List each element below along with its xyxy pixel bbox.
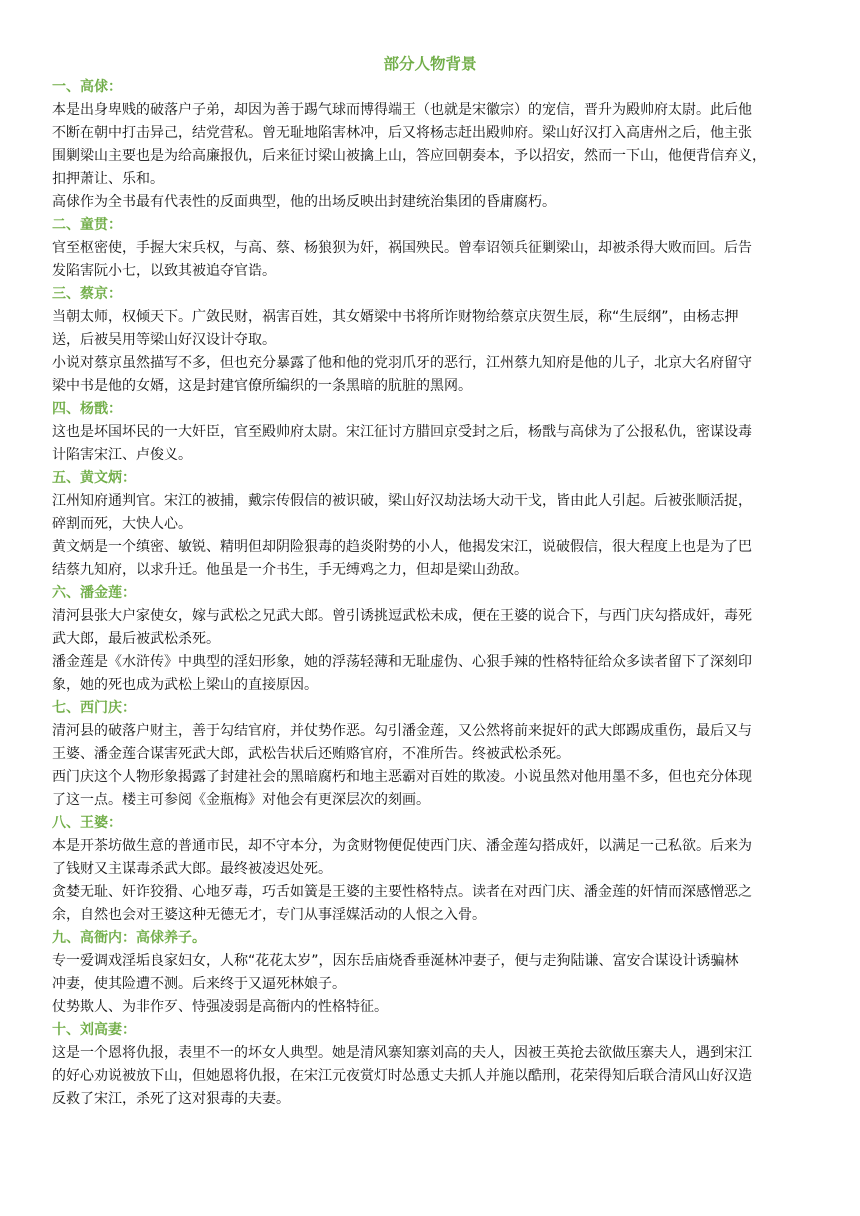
paragraph-line: 余，自然也会对王婆这种无德无才，专门从事淫媒活动的人恨之入骨。 <box>52 907 486 923</box>
paragraph-line: 本是出身卑贱的破落户子弟，却因为善于踢气球而博得端王（也就是宋徽宗）的宠信，晋升为殿帅府太尉。此后他 <box>52 102 752 118</box>
section-heading: 九、高衙内：高俅养子。 <box>52 930 206 946</box>
section-paragraph <box>52 996 812 1019</box>
document-body <box>52 76 812 1111</box>
paragraph-line: 结蔡九知府，以求升迁。他虽是一介书生，手无缚鸡之力，但却是梁山劲敌。 <box>52 562 528 578</box>
section-paragraph <box>52 950 812 996</box>
paragraph-line: 高俅作为全书最有代表性的反面典型，他的出场反映出封建统治集团的昏庸腐朽。 <box>52 194 556 210</box>
section-heading: 七、西门庆： <box>52 700 136 716</box>
section-paragraph <box>52 651 812 697</box>
paragraph-line: 潘金莲是《水浒传》中典型的淫妇形象，她的浮荡轻薄和无耻虚伪、心狠手辣的性格特征给众多读者留下了深刻印 <box>52 654 752 670</box>
paragraph-line: 反救了宋江，杀死了这对狠毒的夫妻。 <box>52 1091 290 1107</box>
paragraph-line: 官至枢密使，手握大宋兵权，与高、蔡、杨狼狈为奸，祸国殃民。曾奉诏领兵征剿梁山，却被杀得大败而回。后告 <box>52 240 752 256</box>
page-title: 部分人物背景 <box>383 55 477 73</box>
section-paragraph <box>52 237 812 283</box>
paragraph-line: 梁中书是他的女婿，这是封建官僚所编织的一条黑暗的肮脏的黑网。 <box>52 378 472 394</box>
section-heading: 十、刘高妻： <box>52 1022 136 1038</box>
section-heading: 二、童贯： <box>52 217 122 233</box>
paragraph-line: 不断在朝中打击异己，结党营私。曾无耻地陷害林冲，后又将杨志赶出殿帅府。梁山好汉打入高唐州之后，他主张 <box>52 125 752 141</box>
paragraph-line: 仗势欺人、为非作歹、恃强凌弱是高衙内的性格特征。 <box>52 999 388 1015</box>
paragraph-line: 这也是坏国坏民的一大奸臣，官至殿帅府太尉。宋江征讨方腊回京受封之后，杨戬与高俅为了公报私仇，密谋设毒 <box>52 424 752 440</box>
paragraph-line: 扣押萧让、乐和。 <box>52 171 164 187</box>
paragraph-line: 江州知府通判官。宋江的被捕，戴宗传假信的被识破，梁山好汉劫法场大动干戈，皆由此人引起。后被张顺活捉， <box>52 493 752 509</box>
section-paragraph <box>52 720 812 766</box>
paragraph-line: 西门庆这个人物形象揭露了封建社会的黑暗腐朽和地主恶霸对百姓的欺凌。小说虽然对他用墨不多，但也充分体现 <box>52 769 752 785</box>
section-paragraph <box>52 766 812 812</box>
paragraph-line: 王婆、潘金莲合谋害死武大郎，武松告状后还贿赂官府，不准所告。终被武松杀死。 <box>52 746 570 762</box>
section-heading: 八、王婆： <box>52 815 122 831</box>
section-heading: 三、蔡京： <box>52 286 122 302</box>
paragraph-line: 当朝太师，权倾天下。广敛民财，祸害百姓，其女婿梁中书将所诈财物给蔡京庆贺生辰，称“生辰纲”，由杨志押 <box>52 309 739 325</box>
paragraph-line: 了钱财又主谋毒杀武大郎。最终被凌迟处死。 <box>52 861 332 877</box>
paragraph-line: 碎割而死，大快人心。 <box>52 516 192 532</box>
section-paragraph <box>52 306 812 352</box>
paragraph-line: 这是一个恩将仇报，表里不一的坏女人典型。她是清风寨知寨刘高的夫人，因被王英抢去欲做压寨夫人，遇到宋江 <box>52 1045 752 1061</box>
section-paragraph <box>52 490 812 536</box>
section-paragraph <box>52 536 812 582</box>
section-paragraph <box>52 352 812 398</box>
paragraph-line: 冲妻，使其险遭不测。后来终于又逼死林娘子。 <box>52 976 346 992</box>
paragraph-line: 清河县的破落户财主，善于勾结官府，并仗势作恶。勾引潘金莲，又公然将前来捉奸的武大郎踢成重伤，最后又与 <box>52 723 752 739</box>
paragraph-line: 送，后被吴用等梁山好汉设计夺取。 <box>52 332 276 348</box>
section-paragraph <box>52 1042 812 1111</box>
paragraph-line: 象，她的死也成为武松上梁山的直接原因。 <box>52 677 318 693</box>
section-paragraph <box>52 191 812 214</box>
section-paragraph <box>52 881 812 927</box>
paragraph-line: 计陷害宋江、卢俊义。 <box>52 447 192 463</box>
section-paragraph <box>52 421 812 467</box>
paragraph-line: 清河县张大户家使女，嫁与武松之兄武大郎。曾引诱挑逗武松未成，便在王婆的说合下，与西门庆勾搭成奸，毒死 <box>52 608 752 624</box>
paragraph-line: 武大郎，最后被武松杀死。 <box>52 631 220 647</box>
paragraph-line: 小说对蔡京虽然描写不多，但也充分暴露了他和他的党羽爪牙的恶行，江州蔡九知府是他的儿子，北京大名府留守 <box>52 355 752 371</box>
section-heading: 一、高俅： <box>52 79 122 95</box>
section-paragraph <box>52 605 812 651</box>
section-heading: 五、黄文炳： <box>52 470 136 486</box>
paragraph-line: 发陷害阮小七，以致其被追夺官诰。 <box>52 263 276 279</box>
section-paragraph <box>52 835 812 881</box>
section-heading: 四、杨戬： <box>52 401 122 417</box>
section-heading: 六、潘金莲： <box>52 585 136 601</box>
paragraph-line: 围剿梁山主要也是为给高廉报仇，后来征讨梁山被擒上山，答应回朝奏本，予以招安，然而一下山，他便背信弃义， <box>52 148 766 164</box>
paragraph-line: 本是开茶坊做生意的普通市民，却不守本分，为贪财物便促使西门庆、潘金莲勾搭成奸，以满足一己私欲。后来为 <box>52 838 752 854</box>
paragraph-line: 专一爱调戏淫垢良家妇女，人称“花花太岁”，因东岳庙烧香垂涎林冲妻子，便与走狗陆谦、富安合谋设计诱骗林 <box>52 953 739 969</box>
paragraph-line: 了这一点。楼主可参阅《金瓶梅》对他会有更深层次的刻画。 <box>52 792 430 808</box>
paragraph-line: 黄文炳是一个缜密、敏锐、精明但却阴险狠毒的趋炎附势的小人，他揭发宋江，说破假信，很大程度上也是为了巴 <box>52 539 752 555</box>
paragraph-line: 贪婪无耻、奸诈狡猾、心地歹毒，巧舌如簧是王婆的主要性格特点。读者在对西门庆、潘金莲的奸情而深感憎恶之 <box>52 884 752 900</box>
paragraph-line: 的好心劝说被放下山，但她恩将仇报，在宋江元夜赏灯时怂恿丈夫抓人并施以酷刑，花荣得知后联合清风山好汉造 <box>52 1068 752 1084</box>
section-paragraph <box>52 99 812 191</box>
